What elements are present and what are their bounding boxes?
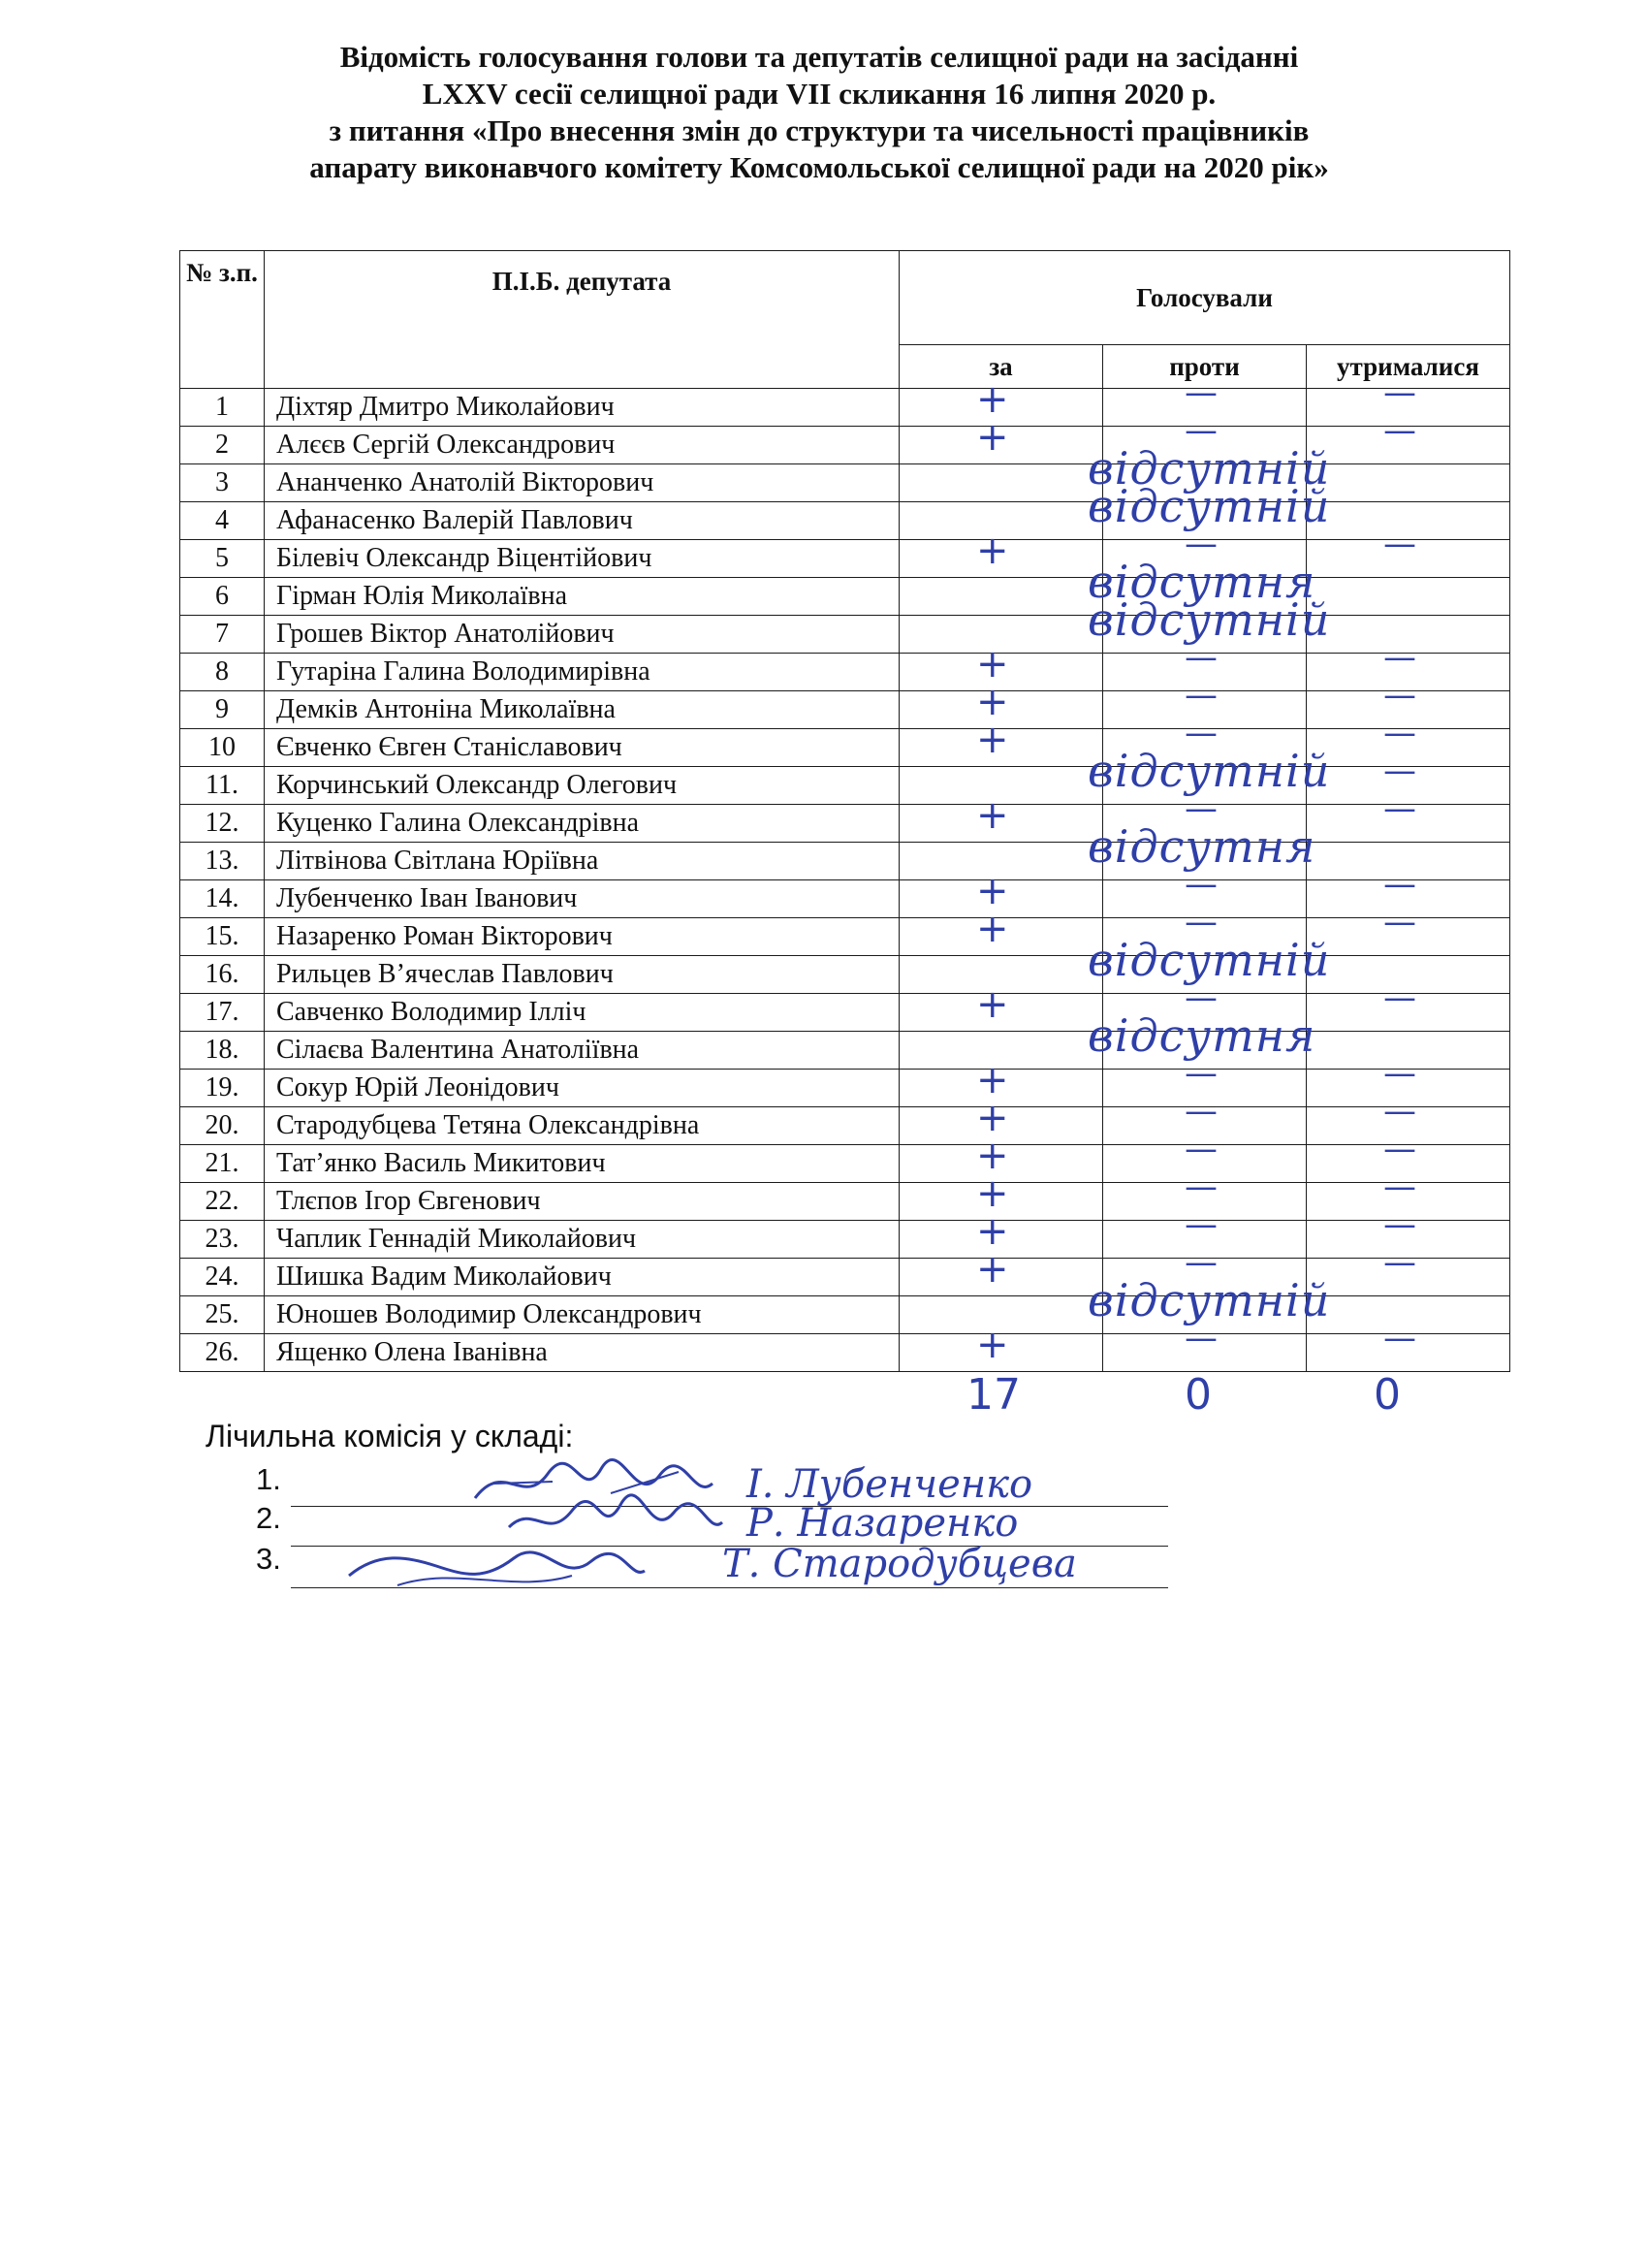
total-against: 0 (1185, 1370, 1212, 1420)
row-number: 3 (180, 464, 265, 502)
row-number: 23. (180, 1221, 265, 1259)
deputy-name: Стародубцева Тетяна Олександрівна (265, 1107, 900, 1145)
deputy-name: Сілаєва Валентина Анатоліївна (265, 1032, 900, 1070)
header-abstained: утрималися (1307, 345, 1510, 389)
row-number: 2 (180, 427, 265, 464)
vote-for-mark: + (976, 1134, 1009, 1178)
table-row (180, 691, 1510, 729)
table-row (180, 1183, 1510, 1221)
row-number: 11. (180, 767, 265, 805)
row-number: 7 (180, 616, 265, 654)
vote-for-mark: + (976, 869, 1009, 913)
row-number: 6 (180, 578, 265, 616)
vote-abstained-mark: — (1383, 903, 1416, 942)
document-title (174, 39, 1464, 186)
vote-against-mark: — (1185, 714, 1218, 752)
cell-abstained (1307, 578, 1510, 616)
total-abstained: 0 (1374, 1370, 1401, 1420)
commission-number-2: 2. (256, 1501, 281, 1535)
row-number: 8 (180, 654, 265, 691)
absence-note: відсутній (1088, 442, 1331, 495)
vote-abstained-mark: — (1383, 1243, 1416, 1282)
deputy-name: Юношев Володимир Олександрович (265, 1296, 900, 1334)
absence-note: відсутня (1088, 556, 1316, 608)
row-number: 4 (180, 502, 265, 540)
vote-for-mark: + (976, 1096, 1009, 1140)
vote-against-mark: — (1185, 978, 1218, 1017)
table-body (180, 389, 1510, 1372)
vote-abstained-mark: — (1383, 411, 1416, 450)
vote-for-mark: + (976, 528, 1009, 573)
vote-for-mark: + (976, 1171, 1009, 1216)
header-against: проти (1103, 345, 1307, 389)
vote-against-mark: — (1185, 1319, 1218, 1358)
vote-abstained-mark: — (1383, 714, 1416, 752)
vote-abstained-mark: — (1383, 1167, 1416, 1206)
vote-abstained-mark: — (1383, 1319, 1416, 1358)
deputy-name: Діхтяр Дмитро Миколайович (265, 389, 900, 427)
vote-for-mark: + (976, 415, 1009, 460)
cell-abstained (1307, 464, 1510, 502)
deputy-name: Савченко Володимир Ілліч (265, 994, 900, 1032)
vote-against-mark: — (1185, 903, 1218, 942)
row-number: 24. (180, 1259, 265, 1296)
deputy-name: Грошев Віктор Анатолійович (265, 616, 900, 654)
vote-against-mark: — (1185, 789, 1218, 828)
row-number: 10 (180, 729, 265, 767)
deputy-name: Чаплик Геннадій Миколайович (265, 1221, 900, 1259)
commission-handwritten-name-3: Т. Стародубцева (722, 1542, 1077, 1586)
vote-against-mark: — (1185, 1205, 1218, 1244)
vote-against-mark: — (1185, 1130, 1218, 1168)
deputy-name: Євченко Євген Станіславович (265, 729, 900, 767)
deputy-name: Лубенченко Іван Іванович (265, 880, 900, 918)
title-line-3: з питання «Про внесення змін до структури та чисельності працівників (329, 113, 1310, 147)
deputy-name: Ященко Олена Іванівна (265, 1334, 900, 1372)
vote-for-mark: + (976, 680, 1009, 724)
table-row (180, 1221, 1510, 1259)
vote-for-mark: + (976, 907, 1009, 951)
vote-for-mark: + (976, 1247, 1009, 1292)
vote-for-mark: + (976, 642, 1009, 687)
header-for: за (900, 345, 1103, 389)
vote-against-mark: — (1185, 1054, 1218, 1093)
row-number: 26. (180, 1334, 265, 1372)
commission-number-3: 3. (256, 1542, 281, 1576)
vote-abstained-mark: — (1383, 751, 1416, 790)
table-row (180, 1145, 1510, 1183)
table-row (180, 1070, 1510, 1107)
deputy-name: Тат’янко Василь Микитович (265, 1145, 900, 1183)
deputy-name: Ананченко Анатолій Вікторович (265, 464, 900, 502)
commission-handwritten-name-2: Р. Назаренко (746, 1501, 1019, 1546)
header-number: № з.п. (180, 251, 265, 389)
vote-abstained-mark: — (1383, 1205, 1416, 1244)
vote-for-mark: + (976, 1323, 1009, 1367)
deputy-name: Куценко Галина Олександрівна (265, 805, 900, 843)
signature-scribble-3 (339, 1537, 649, 1595)
deputy-name: Шишка Вадим Миколайович (265, 1259, 900, 1296)
vote-abstained-mark: — (1383, 1130, 1416, 1168)
absence-note: відсутня (1088, 1009, 1316, 1062)
vote-abstained-mark: — (1383, 978, 1416, 1017)
vote-abstained-mark: — (1383, 638, 1416, 677)
title-line-4: апарату виконавчого комітету Комсомольської селищної ради на 2020 рік» (309, 150, 1329, 184)
vote-abstained-mark: — (1383, 373, 1416, 412)
vote-for-mark: + (976, 1209, 1009, 1254)
vote-for-mark: + (976, 982, 1009, 1027)
row-number: 5 (180, 540, 265, 578)
vote-against-mark: — (1185, 373, 1218, 412)
absence-note: відсутній (1088, 934, 1331, 986)
title-line-2: LXXV сесії селищної ради VII скликання 16 липня 2020 р. (422, 77, 1217, 111)
absence-note: відсутній (1088, 480, 1331, 532)
deputy-name: Літвінова Світлана Юріївна (265, 843, 900, 880)
table-row (180, 880, 1510, 918)
title-line-1: Відомість голосування голови та депутатів селищної ради на засіданні (339, 40, 1299, 74)
deputy-name: Тлєпов Ігор Євгенович (265, 1183, 900, 1221)
vote-against-mark: — (1185, 525, 1218, 563)
commission-label: Лічильна комісія у складі: (206, 1419, 574, 1453)
row-number: 21. (180, 1145, 265, 1183)
absence-note: відсутня (1088, 820, 1316, 873)
vote-abstained-mark: — (1383, 1054, 1416, 1093)
header-name: П.І.Б. депутата (265, 251, 900, 389)
table-row (180, 389, 1510, 427)
deputy-name: Рильцев В’ячеслав Павлович (265, 956, 900, 994)
table-row (180, 1334, 1510, 1372)
vote-for-mark: + (976, 718, 1009, 762)
row-number: 12. (180, 805, 265, 843)
cell-for (900, 464, 1103, 502)
vote-against-mark: — (1185, 865, 1218, 904)
total-for: 17 (966, 1370, 1021, 1420)
absence-note: відсутній (1088, 1274, 1331, 1326)
row-number: 13. (180, 843, 265, 880)
cell-for (900, 578, 1103, 616)
vote-for-mark: + (976, 1058, 1009, 1102)
vote-abstained-mark: — (1383, 1092, 1416, 1131)
row-number: 18. (180, 1032, 265, 1070)
absence-note: відсутній (1088, 745, 1331, 797)
vote-for-mark: + (976, 793, 1009, 838)
deputy-name: Алєєв Сергій Олександрович (265, 427, 900, 464)
deputy-name: Сокур Юрій Леонідович (265, 1070, 900, 1107)
row-number: 15. (180, 918, 265, 956)
vote-against-mark: — (1185, 1092, 1218, 1131)
signature-rule-1 (291, 1506, 1168, 1507)
vote-abstained-mark: — (1383, 676, 1416, 715)
voting-table (179, 250, 1510, 1372)
vote-abstained-mark: — (1383, 525, 1416, 563)
row-number: 17. (180, 994, 265, 1032)
row-number: 25. (180, 1296, 265, 1334)
header-voted: Голосували (900, 251, 1510, 345)
row-number: 20. (180, 1107, 265, 1145)
vote-against-mark: — (1185, 411, 1218, 450)
table-row (180, 654, 1510, 691)
deputy-name: Білевіч Олександр Віцентійович (265, 540, 900, 578)
deputy-name: Афанасенко Валерій Павлович (265, 502, 900, 540)
absence-note: відсутній (1088, 593, 1331, 646)
deputy-name: Корчинський Олександр Олегович (265, 767, 900, 805)
deputy-name: Гірман Юлія Миколаївна (265, 578, 900, 616)
vote-against-mark: — (1185, 676, 1218, 715)
row-number: 9 (180, 691, 265, 729)
vote-against-mark: — (1185, 1167, 1218, 1206)
vote-abstained-mark: — (1383, 865, 1416, 904)
vote-against-mark: — (1185, 638, 1218, 677)
deputy-name: Назаренко Роман Вікторович (265, 918, 900, 956)
deputy-name: Демків Антоніна Миколаївна (265, 691, 900, 729)
row-number: 14. (180, 880, 265, 918)
vote-for-mark: + (976, 377, 1009, 422)
row-number: 22. (180, 1183, 265, 1221)
deputy-name: Гутаріна Галина Володимирівна (265, 654, 900, 691)
vote-against-mark: — (1185, 1243, 1218, 1282)
table-row (180, 1107, 1510, 1145)
row-number: 1 (180, 389, 265, 427)
row-number: 16. (180, 956, 265, 994)
commission-handwritten-name-1: І. Лубенченко (746, 1462, 1033, 1507)
commission-number-1: 1. (256, 1462, 281, 1496)
vote-abstained-mark: — (1383, 789, 1416, 828)
row-number: 19. (180, 1070, 265, 1107)
